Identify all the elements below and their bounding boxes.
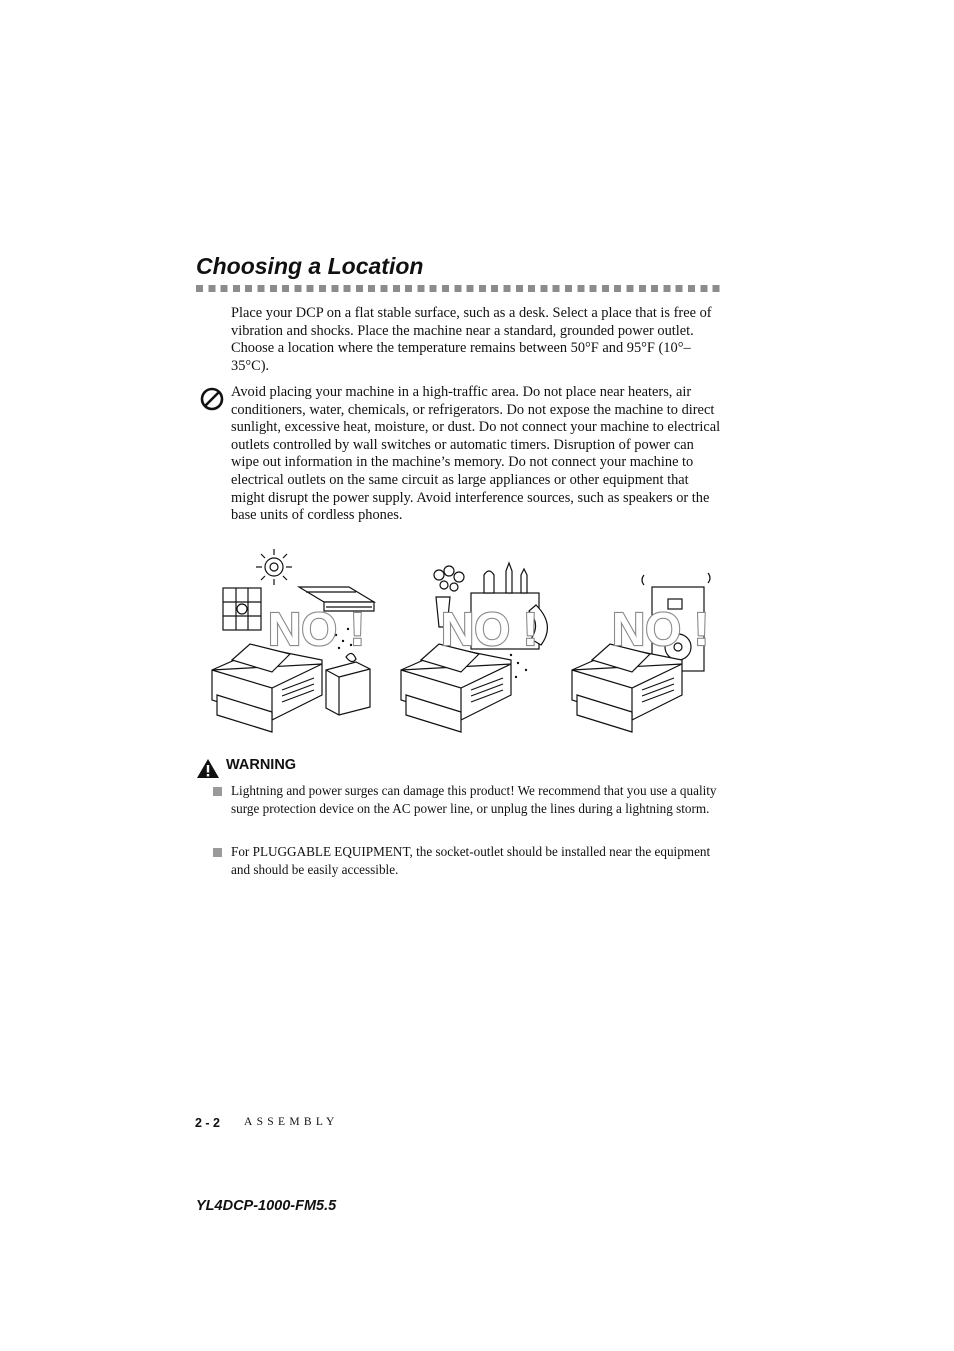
caution-paragraph: Avoid placing your machine in a high-traffic area. Do not place near heaters, air conditioners, water, chemicals, or refrigerators. Do not expose the machine to direct sunlight, excessive heat, moisture, or dust. Do not connect your machine to electrical outlets controlled by wall switches or automatic timers. Disruption of power can wipe out information in the machine’s memory. Do not connect your machine to electrical outlets on the same circuit as large appliances or other equipment that might disrupt the power supply. Avoid interference sources, such as speakers or the base units of cordless phones. <box>231 384 721 524</box>
dcp-machine-2 <box>401 644 511 732</box>
warning-item-2: For PLUGGABLE EQUIPMENT, the socket-outlet should be installed near the equipment and should be easily accessible. <box>231 844 711 877</box>
bullet-square-icon <box>213 848 222 857</box>
title-dotted-rule <box>196 285 720 292</box>
dcp-machine-1 <box>212 644 322 732</box>
warning-item-1: Lightning and power surges can damage this product! We recommend that you use a quality surge protection device on the AC power line, or unplug the lines during a lightning storm. <box>231 783 717 816</box>
section-name: ASSEMBLY <box>244 1116 339 1128</box>
no-label-1: NO ! <box>268 603 366 655</box>
warning-heading: WARNING <box>226 757 297 773</box>
prohibited-icon <box>200 387 224 411</box>
intro-paragraph: Place your DCP on a flat stable surface, such as a desk. Select a place that is free of vibration and shocks. Place the machine near a standard, grounded power outlet. Choose a location where the temperature remains between 50°F and 95°F (10°–35°C). <box>231 305 712 374</box>
document-code: YL4DCP-1000-FM5.5 <box>196 1198 337 1214</box>
heater-icon <box>223 588 261 630</box>
no-label-2: NO ! <box>441 603 539 655</box>
warning-triangle-icon <box>196 758 220 779</box>
page-number: 2 - 2 <box>195 1116 221 1130</box>
dcp-machine-3 <box>572 644 682 732</box>
scene-speaker <box>572 573 710 732</box>
scene-water-chemicals <box>401 563 547 732</box>
bullet-square-icon <box>213 787 222 796</box>
location-illustration <box>196 545 720 740</box>
no-label-3: NO ! <box>612 603 710 655</box>
page-title: Choosing a Location <box>196 253 424 279</box>
scene-heat-sources <box>212 549 374 732</box>
sun-icon <box>256 549 292 585</box>
